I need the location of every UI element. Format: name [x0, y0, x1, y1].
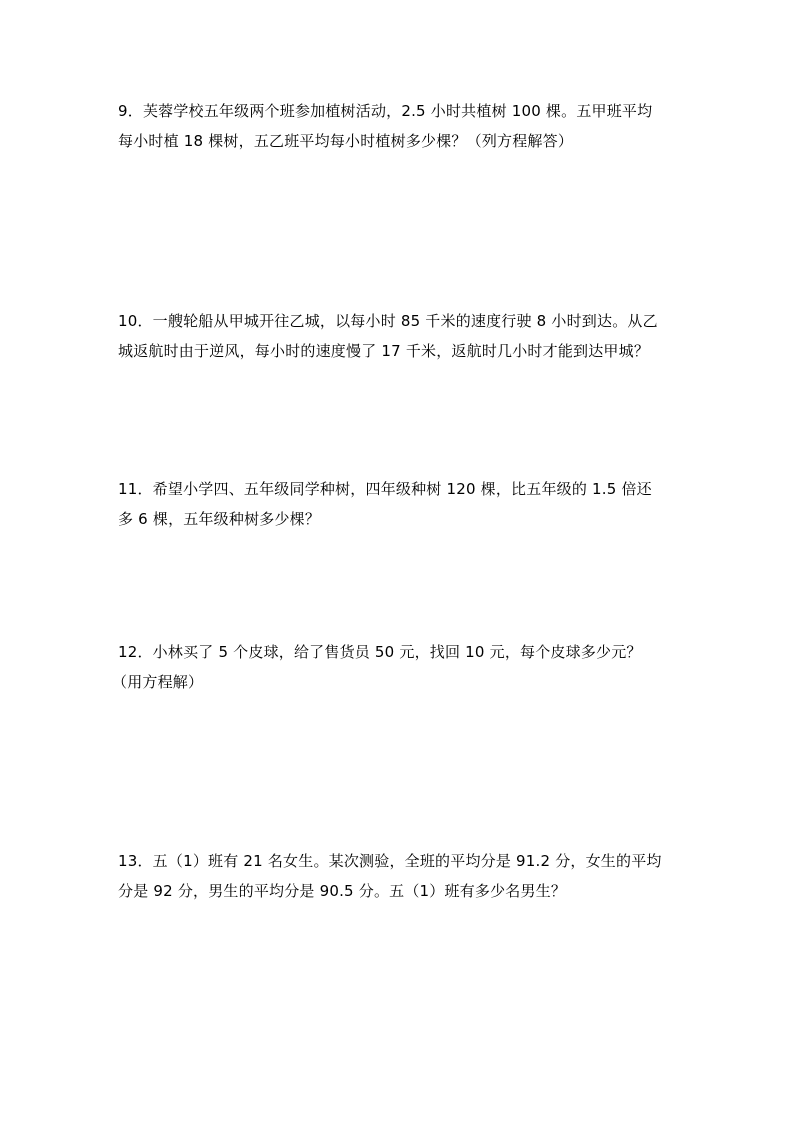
question-10	[118, 306, 680, 366]
question-13	[118, 846, 680, 906]
question-13-line-2: 分是 92 分，男生的平均分是 90.5 分。五（1）班有多少名男生？	[118, 882, 567, 900]
question-9-line-1: 9．芙蓉学校五年级两个班参加植树活动，2.5 小时共植树 100 棵。五甲班平均	[118, 102, 653, 120]
question-12	[112, 637, 680, 697]
question-13-line-1: 13．五（1）班有 21 名女生。某次测验，全班的平均分是 91.2 分，女生的平均	[118, 852, 662, 870]
question-11-line-1: 11．希望小学四、五年级同学种树，四年级种树 120 棵，比五年级的 1.5 倍还	[118, 480, 652, 498]
question-9	[118, 96, 680, 156]
question-11	[118, 474, 680, 534]
question-12-line-1: 12．小林买了 5 个皮球，给了售货员 50 元，找回 10 元，每个皮球多少元？	[118, 643, 642, 661]
question-12-line-2: （用方程解）	[112, 673, 204, 691]
question-10-line-2: 城返航时由于逆风，每小时的速度慢了 17 千米，返航时几小时才能到达甲城？	[118, 342, 650, 360]
question-11-line-2: 多 6 棵，五年级种树多少棵？	[118, 510, 321, 528]
question-10-line-1: 10．一艘轮船从甲城开往乙城，以每小时 85 千米的速度行驶 8 小时到达。从乙	[118, 312, 658, 330]
question-9-line-2: 每小时植 18 棵树，五乙班平均每小时植树多少棵？（列方程解答）	[118, 132, 574, 150]
